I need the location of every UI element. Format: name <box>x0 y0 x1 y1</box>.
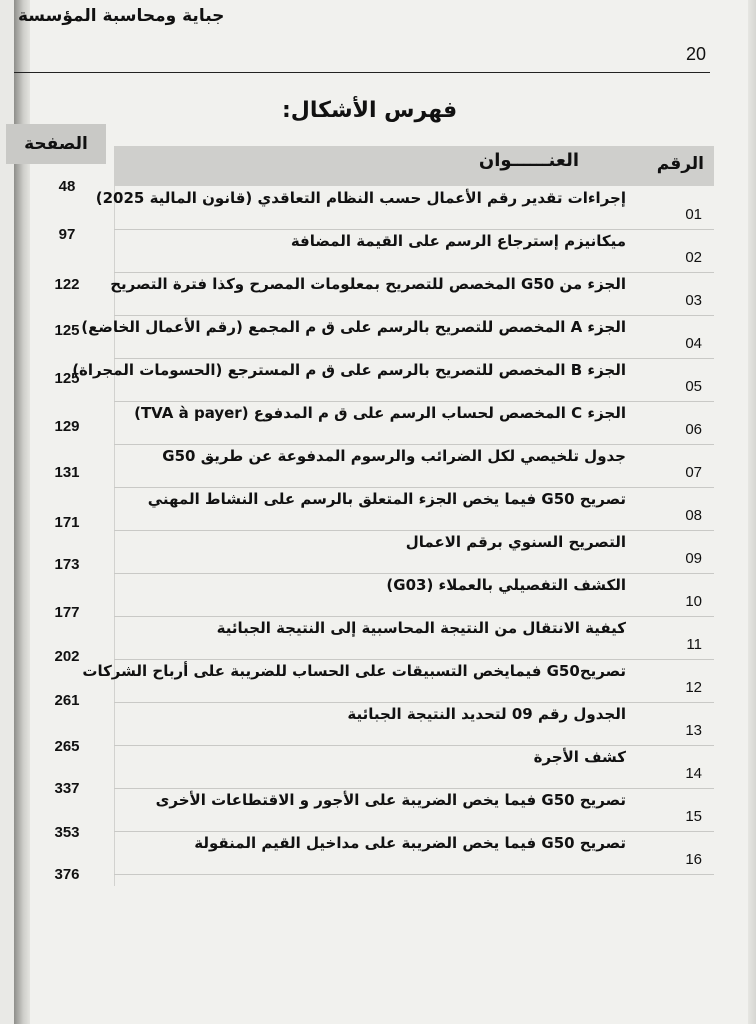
row-title: الجزء A المخصص للتصريح بالرسم على ق م المجمع (رقم الأعمال الخاضع) <box>81 318 626 336</box>
toc-row <box>110 272 714 316</box>
row-title: إجراءات تقدير رقم الأعمال حسب النظام التعاقدي (قانون المالية 2025) <box>95 189 626 207</box>
row-number: 07 <box>685 464 702 481</box>
number-column-header: الرقم <box>656 154 704 174</box>
row-title: الجزء من G50 المخصص للتصريح بمعلومات المصرح وكذا فترة التصريح <box>110 275 626 293</box>
title-column-header: العنــــــوان <box>478 150 579 171</box>
row-number: 01 <box>685 206 702 223</box>
row-page: 48 <box>58 178 76 195</box>
row-title: الجزء B المخصص للتصريح بالرسم على ق م المسترجع (الحسومات المجراة) <box>72 361 626 379</box>
row-number: 15 <box>685 808 702 825</box>
row-page: 131 <box>54 464 80 481</box>
toc-row <box>95 186 714 230</box>
row-title: جدول تلخيصي لكل الضرائب والرسوم المدفوعة عن طريق G50 <box>162 447 626 465</box>
row-page: 122 <box>54 276 80 293</box>
row-number: 05 <box>685 378 702 395</box>
row-number: 09 <box>685 550 702 567</box>
row-title: تصريح G50 فيما يخص الضريبة على مداخيل القيم المنقولة <box>194 834 626 852</box>
row-page: 173 <box>54 556 80 573</box>
row-page: 202 <box>54 648 80 665</box>
row-number: 06 <box>685 421 702 438</box>
row-page: 129 <box>54 418 80 435</box>
row-number: 14 <box>685 765 702 782</box>
toc-row <box>82 659 714 703</box>
row-title: تصريحG50 فيمايخص التسبيقات على الحساب للضريبة على أرباح الشركات <box>82 662 626 680</box>
row-number: 16 <box>685 851 702 868</box>
running-head: جباية ومحاسبة المؤسسة <box>18 6 225 26</box>
toc-row <box>114 229 714 273</box>
row-title: كشف الأجرة <box>533 748 626 766</box>
header-rule <box>14 72 710 73</box>
row-number: 03 <box>685 292 702 309</box>
book-page <box>14 0 756 1024</box>
toc-row <box>114 788 714 832</box>
row-page: 171 <box>54 514 80 531</box>
row-number: 10 <box>685 593 702 610</box>
toc-row <box>114 616 714 660</box>
row-page: 125 <box>54 370 80 387</box>
toc-row <box>81 315 714 359</box>
row-number: 12 <box>685 679 702 696</box>
row-number: 02 <box>685 249 702 266</box>
row-title: كيفية الانتقال من النتيجة المحاسبية إلى النتيجة الجبائية <box>216 619 626 637</box>
row-title: تصريح G50 فيما يخص الجزء المتعلق بالرسم على النشاط المهني <box>147 490 626 508</box>
row-title: ميكانيزم إسترجاع الرسم على القيمة المضافة <box>290 232 626 250</box>
toc-row <box>72 358 714 402</box>
row-page: 97 <box>58 226 76 243</box>
row-page: 125 <box>54 322 80 339</box>
row-title: الجزء C المخصص لحساب الرسم على ق م المدفوع (TVA à payer) <box>134 404 626 422</box>
page-edge <box>748 0 756 1024</box>
toc-row <box>114 831 714 875</box>
row-number: 11 <box>686 636 702 653</box>
toc-row <box>114 702 714 746</box>
row-page: 353 <box>54 824 80 841</box>
row-page: 337 <box>54 780 80 797</box>
row-page: 261 <box>54 692 80 709</box>
toc-row <box>114 573 714 617</box>
row-number: 08 <box>685 507 702 524</box>
row-title: التصريح السنوي برقم الاعمال <box>405 533 626 551</box>
row-number: 13 <box>685 722 702 739</box>
row-page: 265 <box>54 738 80 755</box>
toc-row <box>114 487 714 531</box>
row-page: 376 <box>54 866 80 883</box>
table-header <box>114 146 714 186</box>
row-title: تصريح G50 فيما يخص الضريبة على الأجور و الاقتطاعات الأخرى <box>155 791 626 809</box>
row-title: الجدول رقم 09 لتحديد النتيجة الجبائية <box>347 705 626 723</box>
page-number: 20 <box>685 44 706 64</box>
toc-title: فهرس الأشكال: <box>282 98 458 123</box>
row-title: الكشف التفصيلي بالعملاء (G03) <box>386 576 626 594</box>
toc-row <box>114 444 714 488</box>
toc-row <box>114 530 714 574</box>
toc-row <box>114 401 714 445</box>
toc-row <box>114 745 714 789</box>
page-column-header: الصفحة <box>6 124 106 164</box>
row-page: 177 <box>54 604 80 621</box>
row-number: 04 <box>685 335 702 352</box>
